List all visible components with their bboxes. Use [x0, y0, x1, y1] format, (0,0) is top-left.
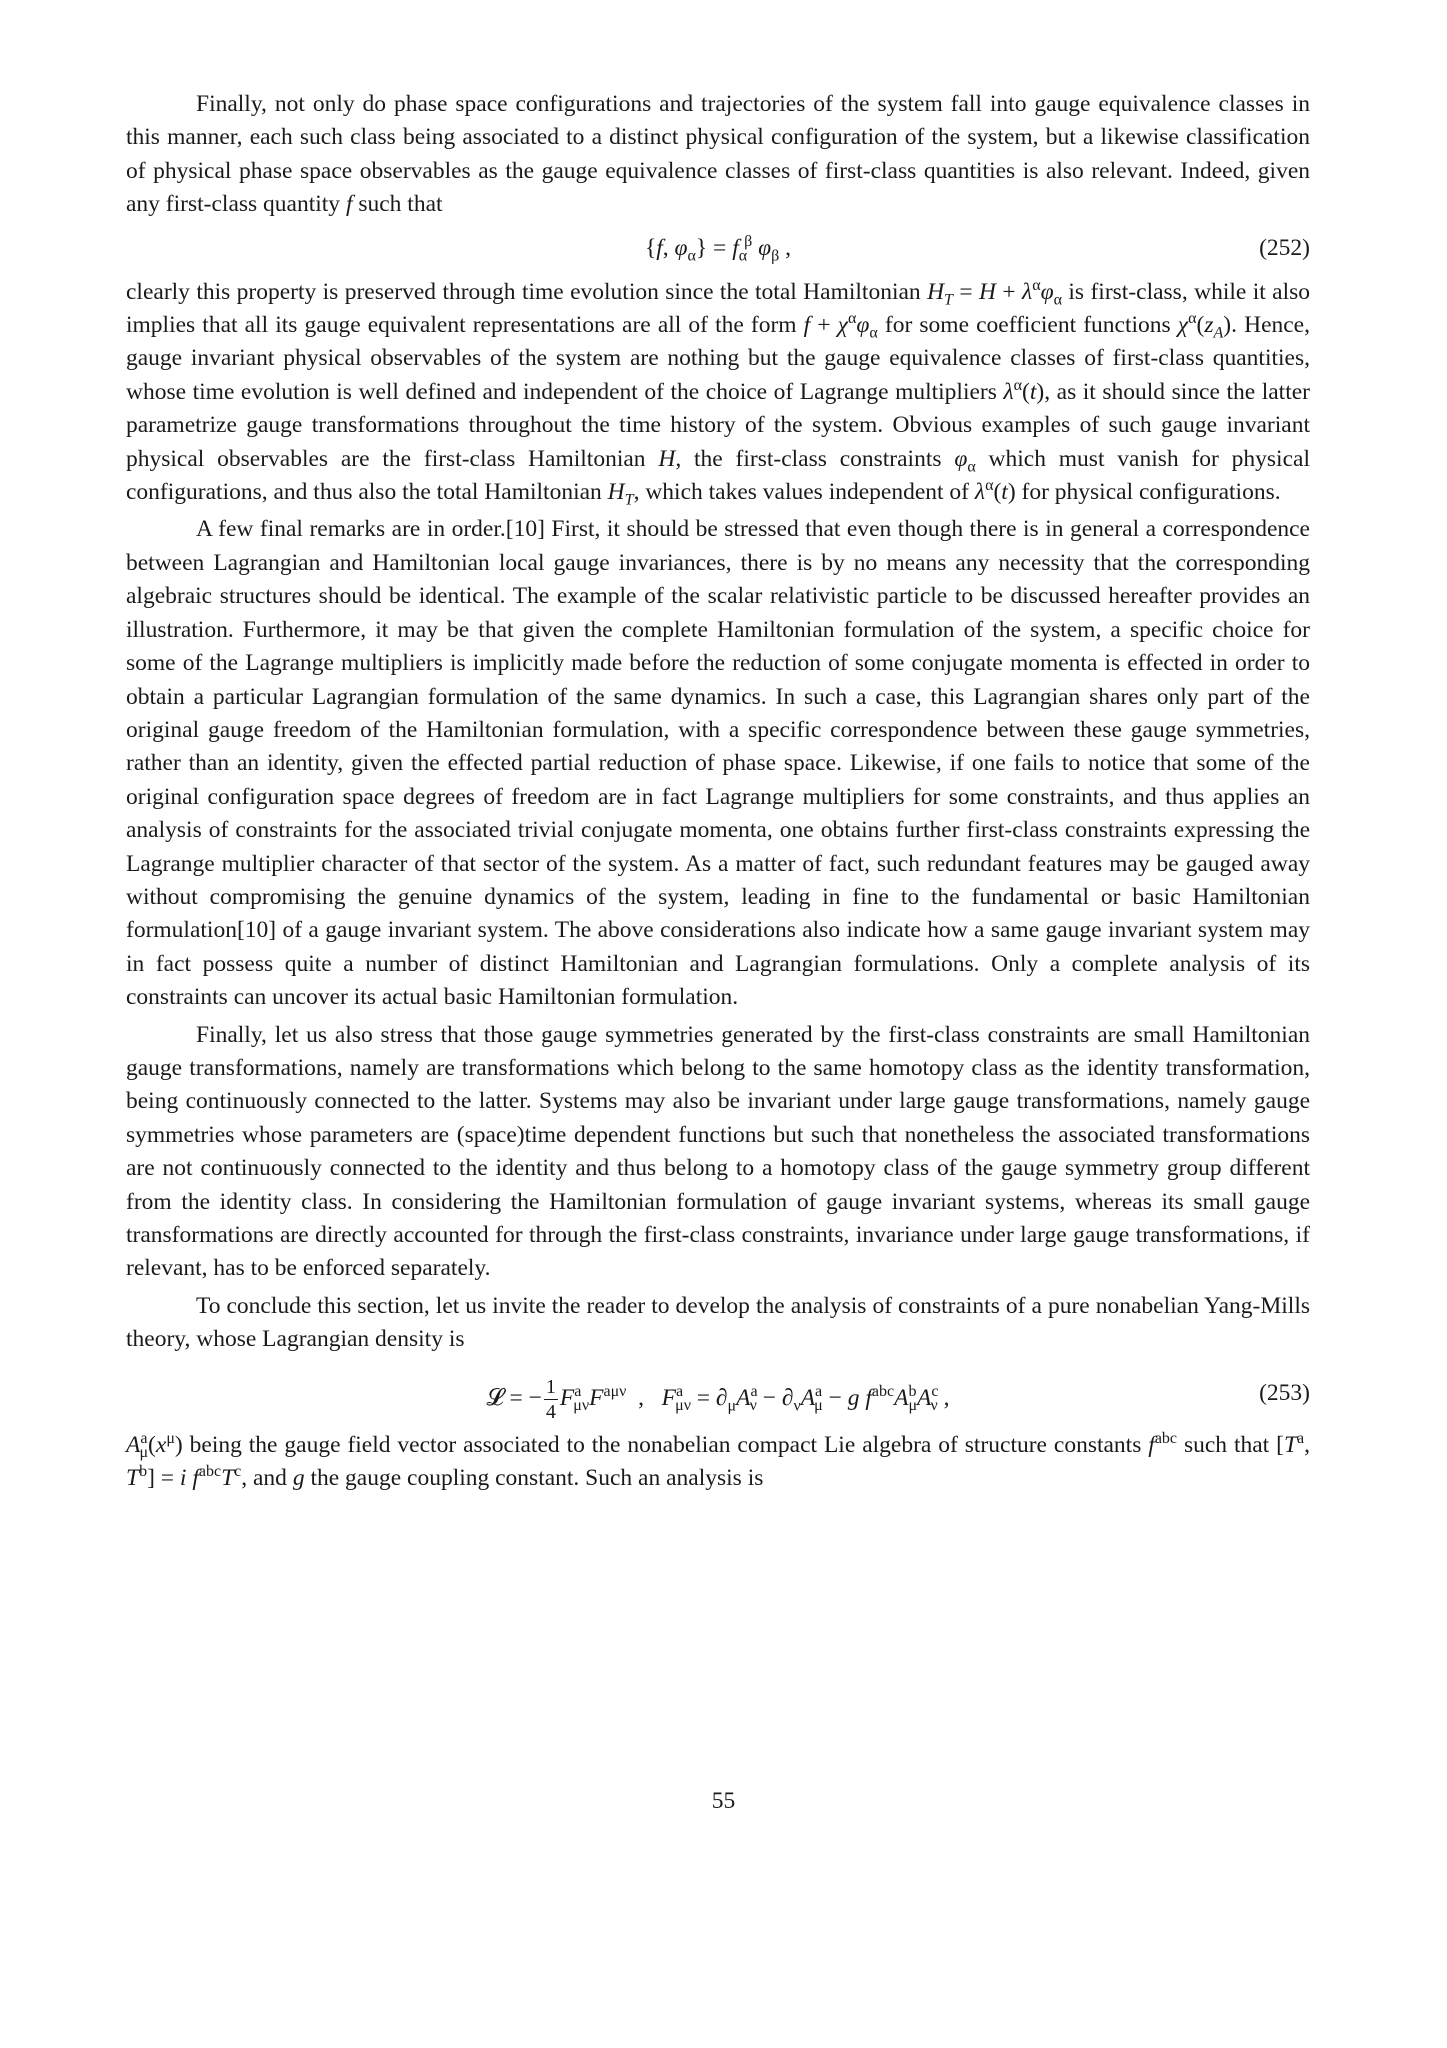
equation-253 [126, 1361, 1310, 1427]
page-body [126, 88, 1310, 1499]
paragraph-final-remarks: A few final remarks are in order.[10] First, it should be stressed that even though there is in general a correspondence between Lagrangian and Hamiltonian local gauge invariances, there is by no means any necessity that the corresponding algebraic structures should be identical. The example of the scalar relativistic particle to be discussed hereafter provides an illustration. Furthermore, it may be that given the complete Hamiltonian formulation of the system, a specific choice for some of the Lagrange multipliers is implicitly made before the reduction of some conjugate momenta is effected in order to obtain a particular Lagrangian formulation of the same dynamics. In such a case, this Lagrangian shares only part of the original gauge freedom of the Hamiltonian formulation, with a specific correspondence between these gauge symmetries, rather than an identity, given the effected partial reduction of phase space. Likewise, if one fails to notice that some of the original configuration space degrees of freedom are in fact Lagrange multipliers for some constraints, and thus applies an analysis of constraints for the associated trivial conjugate momenta, one obtains further first-class constraints expressing the Lagrange multiplier character of that sector of the system. As a matter of fact, such redundant features may be gauged away without compromising the genuine dynamics of the system, leading in fine to the fundamental or basic Hamiltonian formulation[10] of a gauge invariant system. The above considerations also indicate how a same gauge invariant system may in fact possess quite a number of distinct Hamiltonian and Lagrangian formulations. Only a complete analysis of its constraints can uncover its actual basic Hamiltonian formulation. [126, 516, 1310, 1011]
paragraph-large-gauge: Finally, let us also stress that those gauge symmetries generated by the first-class constraints are small Hamiltonian gauge transformations, namely are transformations which belong to the same homotopy class as the identity transformation, being continuously connected to the latter. Systems may also be invariant under large gauge transformations, namely gauge symmetries whose parameters are (space)time dependent functions but such that nonetheless the associated transformations are not continuously connected to the identity and thus belong to a homotopy class of the gauge symmetry group different from the identity class. In considering the Hamiltonian formulation of gauge invariant systems, whereas its small gauge transformations are directly accounted for through the first-class constraints, invariance under large gauge transformations, if relevant, has to be enforced separately. [126, 1021, 1310, 1282]
equation-253-body: 𝓛 = − $\frac{1}{4}$ $F^a_{\mu\nu}F^{a\mu\nu}$ , $F^a_{\mu\nu} = \partial_\mu A^a_\nu - \partial_\nu A^a_\mu - g$ $f^{abc}A^b_\mu A^c_\nu$ , [486, 1375, 950, 1423]
equation-252 [126, 226, 1310, 274]
page-number: 55 [711, 1788, 736, 1814]
paragraph-yang-mills-intro: To conclude this section, let us invite the reader to develop the analysis of constraints of a pure nonabelian Yang-Mills theory, whose Lagrangian density is [126, 1292, 1310, 1353]
paragraph-observables: Finally, not only do phase space configurations and trajectories of the system fall into gauge equivalence classes in this manner, each such class being associated to a distinct physical configuration of the system, but a likewise classification of physical phase space observables as the gauge equivalence classes of first-class quantities is also relevant. Indeed, given any first-class quantity f such that [126, 91, 1310, 218]
paragraph-time-evolution: clearly this property is preserved through time evolution since the total Hamiltonian $H_T = H + \lambda^\alpha\varphi_\alpha$ is first-class, while it also implies that all its gauge equivalent representations are all of the form $f + \chi^\alpha\varphi_\alpha$ for some coefficient functions $\chi^\alpha(z_A)$. Hence, gauge invariant physical observables of the system are nothing but the gauge equivalence classes of first-class quantities, whose time evolution is well defined and independent of the choice of Lagrange multipliers $\lambda^\alpha(t)$, as it should since the latter parametrize gauge transformations throughout the time history of the system. Obvious examples of such gauge invariant physical observables are the first-class Hamiltonian H, the first-class constraints $\varphi_\alpha$ which must vanish for physical configurations, and thus also the total Hamiltonian $H_T$, which takes values independent of $\lambda^\alpha(t)$ for physical configurations. [126, 276, 1310, 509]
equation-252-number: (252) [1259, 234, 1310, 261]
paragraph-gauge-field: $A^a_\mu(x^\mu)$ being the gauge field vector associated to the nonabelian compact Lie algebra of structure constants $f^{abc}$ such that [$T^a$, $T^b] = i$ $f^{abc}T^c$, and g the gauge coupling constant. Such an analysis is [126, 1429, 1311, 1492]
equation-253-number: (253) [1259, 1379, 1310, 1406]
equation-252-body: {f, $\varphi_\alpha\} = f_\alpha^\beta$ $\varphi_\beta$ , [644, 232, 792, 265]
